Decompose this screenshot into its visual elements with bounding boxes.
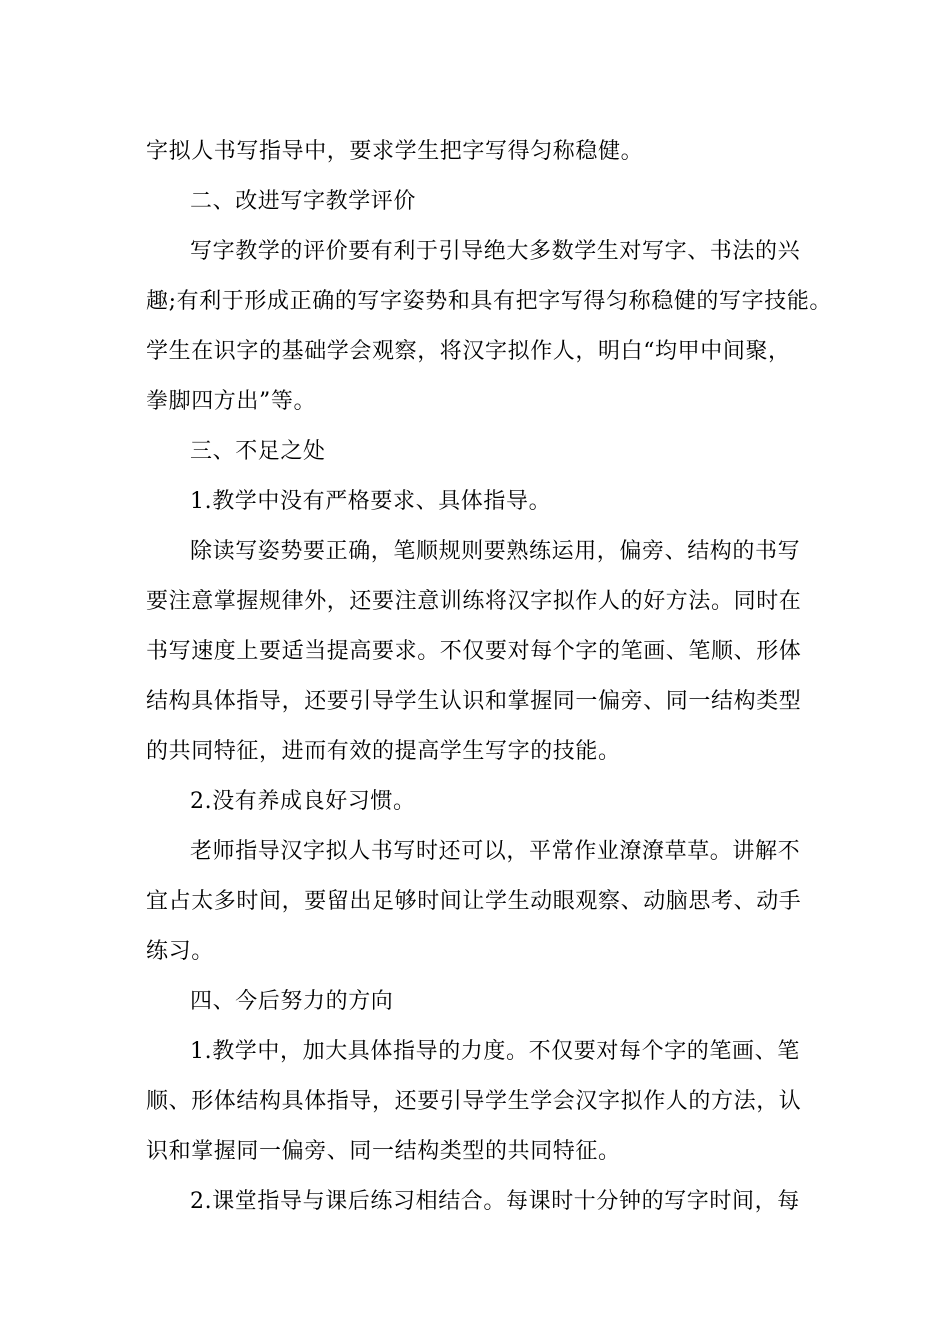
text-line: 顺、形体结构具体指导，还要引导学生学会汉字拟作人的方法，认	[146, 1089, 802, 1114]
text-line: 学生在识字的基础学会观察，将汉字拟作人，明白“均甲中间聚，	[146, 339, 791, 364]
text-line: 趣;有利于形成正确的写字姿势和具有把字写得匀称稳健的写字技能。	[146, 289, 833, 314]
section-heading: 二、改进写字教学评价	[190, 189, 417, 214]
text-line: 拳脚四方出”等。	[146, 389, 317, 414]
text-line: 书写速度上要适当提高要求。不仅要对每个字的笔画、笔顺、形体	[146, 639, 802, 664]
subsection-heading: 1.教学中没有严格要求、具体指导。	[190, 489, 552, 514]
text-line: 写字教学的评价要有利于引导绝大多数学生对写字、书法的兴	[190, 239, 801, 264]
text-line: 除读写姿势要正确，笔顺规则要熟练运用，偏旁、结构的书写	[190, 539, 801, 564]
text-line: 要注意掌握规律外，还要注意训练将汉字拟作人的好方法。同时在	[146, 589, 802, 614]
text-line: 识和掌握同一偏旁、同一结构类型的共同特征。	[146, 1139, 621, 1164]
text-line: 字拟人书写指导中，要求学生把字写得匀称稳健。	[146, 139, 644, 164]
text-line: 宜占太多时间，要留出足够时间让学生动眼观察、动脑思考、动手	[146, 889, 802, 914]
text-line: 老师指导汉字拟人书写时还可以，平常作业潦潦草草。讲解不	[190, 839, 801, 864]
text-line: 结构具体指导，还要引导学生认识和掌握同一偏旁、同一结构类型	[146, 689, 802, 714]
section-heading: 四、今后努力的方向	[190, 989, 394, 1014]
text-line: 练习。	[146, 939, 214, 964]
text-line: 的共同特征，进而有效的提高学生写字的技能。	[146, 739, 621, 764]
subsection-heading: 2.没有养成良好习惯。	[190, 789, 416, 814]
text-line: 1.教学中，加大具体指导的力度。不仅要对每个字的笔画、笔	[190, 1039, 800, 1064]
text-line: 2.课堂指导与课后练习相结合。每课时十分钟的写字时间，每	[190, 1189, 800, 1214]
section-heading: 三、不足之处	[190, 439, 326, 464]
